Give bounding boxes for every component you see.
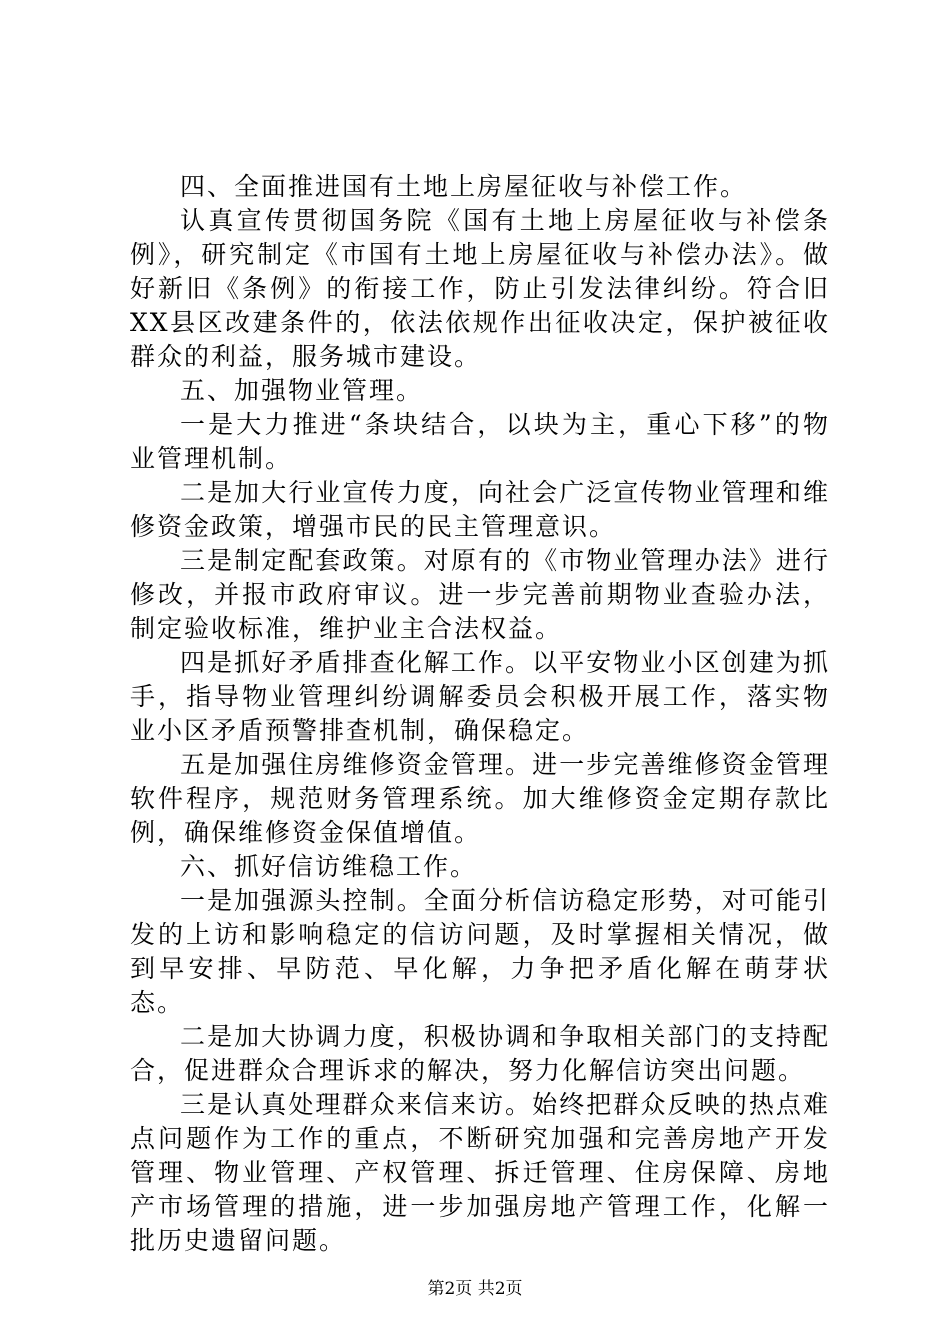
paragraph: 一是加强源头控制。全面分析信访稳定形势，对可能引发的上访和影响稳定的信访问题，及时掌握相关情况，做到早安排、早防范、早化解，力争把矛盾化解在萌芽状态。 [130,886,830,1017]
paragraph: 认真宣传贯彻国务院《国有土地上房屋征收与补偿条例》，研究制定《市国有土地上房屋征收与补偿办法》。做好新旧《条例》的衔接工作，防止引发法律纠纷。符合旧XX县区改建条件的，依法依规作出征收决定，保护被征收群众的利益，服务城市建设。 [130,206,830,371]
section-heading-5: 五、加强物业管理。 [180,376,424,405]
paragraph: 三是制定配套政策。对原有的《市物业管理办法》进行修改，并报市政府审议。进一步完善前期物业查验办法，制定验收标准，维护业主合法权益。 [130,546,830,643]
paragraph: 二是加大协调力度，积极协调和争取相关部门的支持配合，促进群众合理诉求的解决，努力化解信访突出问题。 [130,1022,830,1085]
section-heading-4: 四、全面推进国有土地上房屋征收与补偿工作。 [180,172,748,201]
paragraph: 五是加强住房维修资金管理。进一步完善维修资金管理软件程序，规范财务管理系统。加大维修资金定期存款比例，确保维修资金保值增值。 [130,750,830,847]
document-body [130,170,830,1258]
page-number-label: 第2页 共2页 [427,1279,523,1299]
paragraph: 二是加大行业宣传力度，向社会广泛宣传物业管理和维修资金政策，增强市民的民主管理意识。 [130,478,830,541]
section-heading-6: 六、抓好信访维稳工作。 [180,852,478,881]
paragraph: 四是抓好矛盾排查化解工作。以平安物业小区创建为抓手，指导物业管理纠纷调解委员会积极开展工作，落实物业小区矛盾预警排查机制，确保稳定。 [130,648,830,745]
paragraph: 三是认真处理群众来信来访。始终把群众反映的热点难点问题作为工作的重点，不断研究加强和完善房地产开发管理、物业管理、产权管理、拆迁管理、住房保障、房地产市场管理的措施，进一步加强房地产管理工作，化解一批历史遗留问题。 [130,1090,830,1255]
page-footer [0,1278,950,1300]
paragraph: 一是大力推进“条块结合，以块为主，重心下移”的物业管理机制。 [130,410,830,473]
